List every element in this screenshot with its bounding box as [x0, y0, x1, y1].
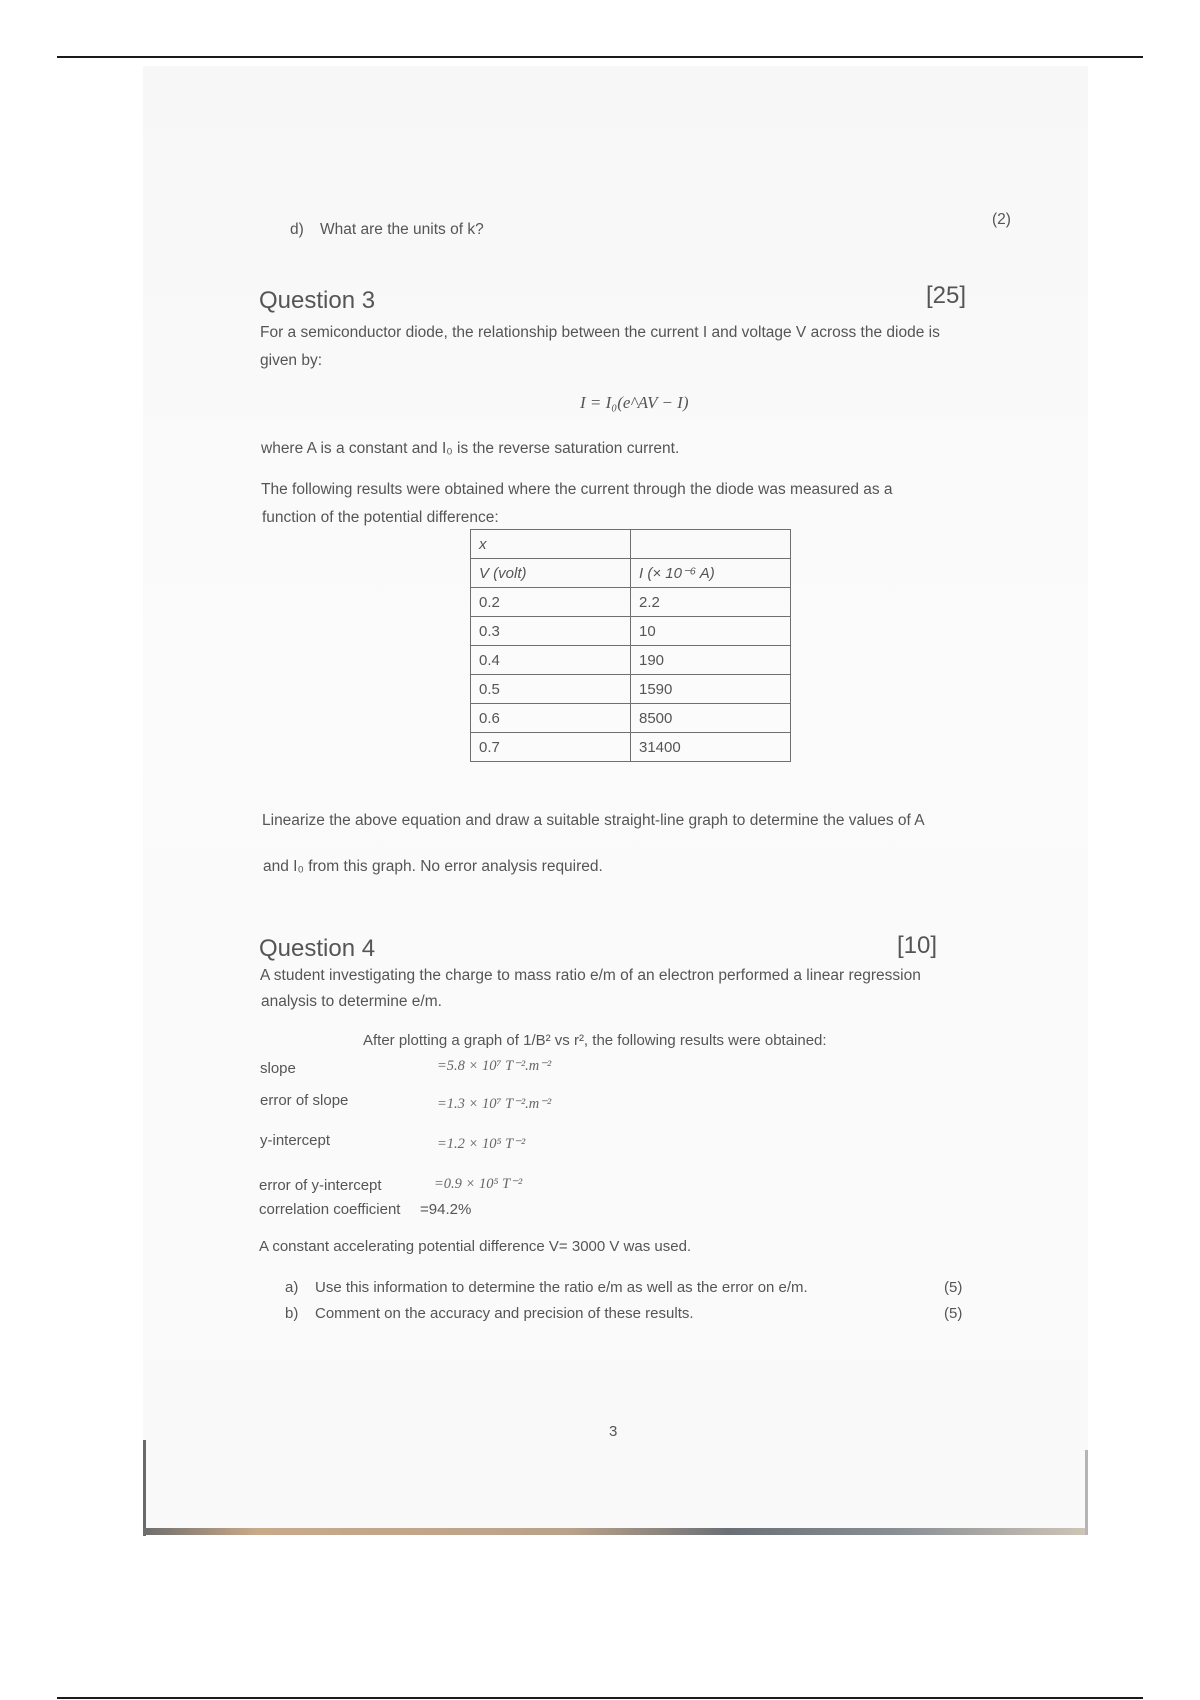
table-row [471, 704, 791, 733]
part-d-text: What are the units of k? [320, 221, 484, 238]
diode-data-table [470, 529, 791, 762]
table-cell: 0.3 [471, 617, 631, 646]
question-3-title: Question 3 [259, 287, 376, 314]
table-row [471, 530, 791, 559]
table-cell: 31400 [631, 733, 791, 762]
q4-part-b-label: b) [285, 1305, 299, 1322]
q3-results-line2: function of the potential difference: [262, 509, 499, 526]
table-cell: 0.5 [471, 675, 631, 704]
table-header-row [471, 559, 791, 588]
table-cell: 10 [631, 617, 791, 646]
result-value-intercept: =1.2 × 10⁵ T⁻² [437, 1136, 526, 1152]
table-cell: 1590 [631, 675, 791, 704]
q3-equation: I = I₀(e^AV − I) [580, 393, 689, 412]
table-cell: 0.2 [471, 588, 631, 617]
q4-plot-line: After plotting a graph of 1/B² vs r², the following results were obtained: [363, 1032, 827, 1049]
page-number: 3 [609, 1423, 618, 1440]
table-row [471, 588, 791, 617]
table-header-current: I (× 10⁻⁶ A) [631, 559, 791, 588]
q4-part-b-text: Comment on the accuracy and precision of these results. [315, 1305, 694, 1322]
table-row [471, 675, 791, 704]
q4-voltage-line: A constant accelerating potential difference V= 3000 V was used. [259, 1238, 692, 1255]
scan-edge [1085, 1450, 1088, 1535]
result-label-slope: slope [260, 1060, 296, 1077]
scan-edge [143, 1440, 146, 1536]
question-3-marks: [25] [926, 282, 967, 309]
part-d-label: d) [290, 221, 304, 238]
table-cell: 2.2 [631, 588, 791, 617]
part-d-marks: (2) [992, 211, 1011, 228]
bottom-rule [57, 1697, 1143, 1699]
q3-intro-line2: given by: [260, 352, 323, 369]
table-cell: 0.6 [471, 704, 631, 733]
table-row [471, 646, 791, 675]
q3-results-line1: The following results were obtained where the current through the diode was measured as a [261, 481, 893, 498]
table-cell: 0.4 [471, 646, 631, 675]
table-cell: 8500 [631, 704, 791, 733]
table-cell: 0.7 [471, 733, 631, 762]
result-value-error-intercept: =0.9 × 10⁵ T⁻² [434, 1176, 523, 1192]
q4-part-b-marks: (5) [944, 1305, 963, 1322]
result-value-correlation: =94.2% [420, 1201, 472, 1218]
q4-part-a-marks: (5) [944, 1279, 963, 1296]
table-header-voltage: V (volt) [471, 559, 631, 588]
result-label-error-intercept: error of y-intercept [259, 1177, 382, 1194]
result-label-error-slope: error of slope [260, 1092, 349, 1109]
table-cell [631, 530, 791, 559]
result-label-correlation: correlation coefficient [259, 1201, 401, 1218]
result-value-slope: =5.8 × 10⁷ T⁻².m⁻² [437, 1058, 552, 1074]
table-row [471, 617, 791, 646]
top-rule [57, 56, 1143, 58]
table-row [471, 733, 791, 762]
result-value-error-slope: =1.3 × 10⁷ T⁻².m⁻² [437, 1096, 552, 1112]
question-4-marks: [10] [897, 932, 938, 959]
question-4-title: Question 4 [259, 935, 376, 962]
q3-where-text: where A is a constant and I₀ is the reverse saturation current. [261, 440, 680, 457]
q4-intro-line2: analysis to determine e/m. [261, 993, 442, 1010]
q3-intro-line1: For a semiconductor diode, the relationship between the current I and voltage V across the diode is [260, 324, 940, 341]
scan-edge [143, 1528, 1088, 1535]
q4-part-a-text: Use this information to determine the ratio e/m as well as the error on e/m. [315, 1279, 808, 1296]
q3-task-line1: Linearize the above equation and draw a suitable straight-line graph to determine the values of A [262, 812, 925, 829]
table-cell: 190 [631, 646, 791, 675]
result-label-intercept: y-intercept [260, 1132, 331, 1149]
q4-part-a-label: a) [285, 1279, 299, 1296]
q4-intro-line1: A student investigating the charge to mass ratio e/m of an electron performed a linear regression [260, 967, 921, 984]
table-cell: x [471, 530, 631, 559]
q3-task-line2: and I₀ from this graph. No error analysis required. [263, 858, 603, 875]
